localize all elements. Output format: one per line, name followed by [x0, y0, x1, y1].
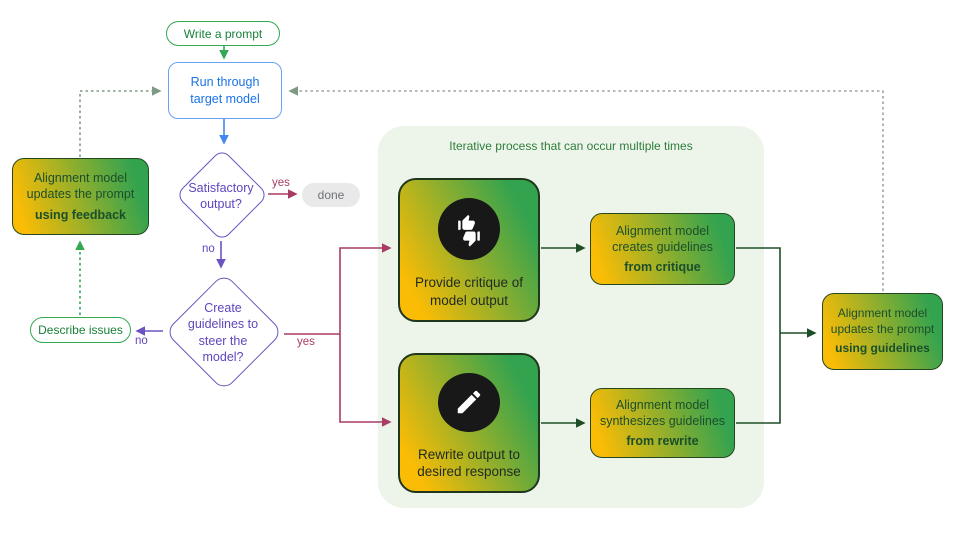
creates-guidelines-text: Alignment model creates guidelines: [612, 223, 713, 254]
pencil-icon: [438, 373, 500, 432]
label-yes-satisfactory: yes: [272, 177, 290, 189]
edge-feedback-to-run: [80, 91, 160, 157]
edge-yes-to-rewrite: [340, 334, 390, 422]
label-no-satisfactory: no: [202, 243, 215, 255]
describe-issues-node: Describe issues: [30, 317, 131, 343]
rewrite-output-box: [398, 353, 540, 493]
synthesizes-guidelines-bold: from rewrite: [626, 434, 699, 449]
iterative-process-title: Iterative process that can occur multiple times: [449, 139, 693, 153]
thumbs-up-down-icon: [438, 198, 500, 260]
provide-critique-box: [398, 178, 540, 322]
guidelines-update-bold: using guidelines: [835, 341, 930, 356]
synthesizes-guidelines-box: [590, 388, 735, 458]
edge-guidelines-to-run: [290, 91, 883, 291]
creates-guidelines-bold: from critique: [624, 260, 701, 275]
rewrite-output-text: Rewrite output to desired response: [417, 446, 521, 480]
guidelines-update-box: [822, 293, 943, 370]
synthesizes-guidelines-text: Alignment model synthesizes guidelines: [599, 397, 726, 428]
run-target-model-node: Run through target model: [168, 62, 282, 119]
edge-yes-to-critique: [284, 248, 390, 334]
guidelines-update-text: Alignment model updates the prompt: [830, 306, 935, 336]
label-yes-guidelines: yes: [297, 336, 315, 348]
provide-critique-text: Provide critique of model output: [414, 275, 524, 308]
create-guidelines-label: Create guidelines to steer the model?: [187, 301, 259, 364]
label-no-guidelines: no: [135, 335, 148, 347]
edge-merge-vertical: [736, 248, 780, 423]
feedback-update-text: Alignment model updates the prompt: [26, 171, 135, 202]
write-prompt-node: Write a prompt: [166, 21, 280, 46]
feedback-update-bold: using feedback: [35, 207, 126, 222]
creates-guidelines-box: [590, 213, 735, 285]
feedback-update-box: [12, 158, 149, 235]
satisfactory-output-label: Satisfactory output?: [188, 181, 254, 212]
done-node: done: [302, 183, 360, 207]
